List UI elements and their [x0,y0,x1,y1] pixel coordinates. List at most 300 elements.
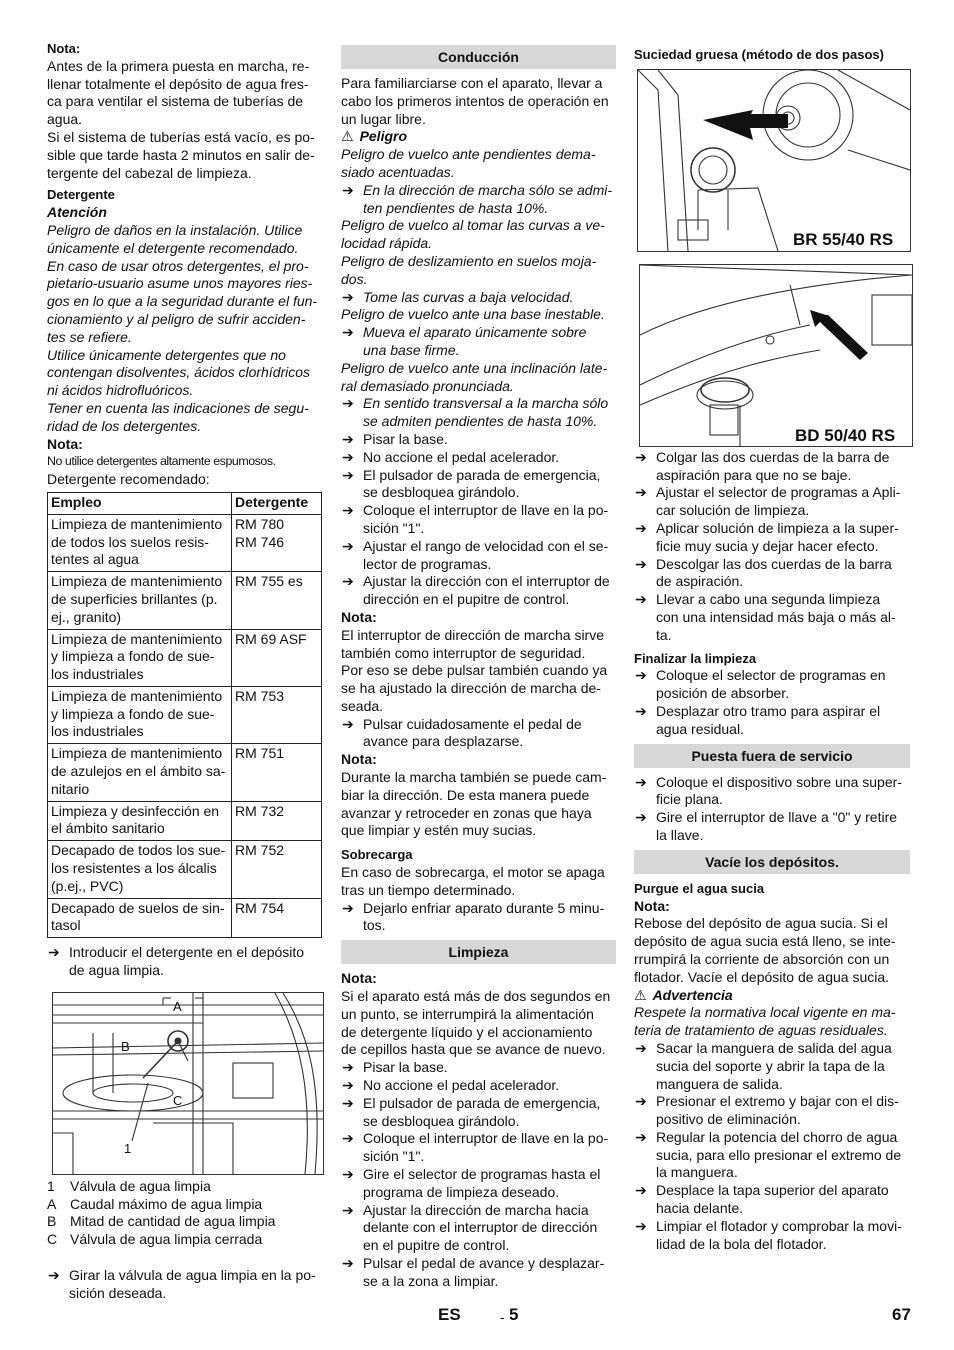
table-cell-detergente [232,629,322,686]
text-line: Colgar las dos cuerdas de la barra de [656,448,890,465]
step-item [341,900,616,936]
text-line: manguera de salida. [656,1075,783,1092]
nota-heading: Nota: [634,897,670,914]
text-line: Limpieza de mantenimiento [51,745,223,762]
text-line: ficie plana. [656,791,723,808]
text-line: RM 780 [235,515,285,532]
text-line: sible que tarde hasta 2 minutos en salir de- [47,146,315,163]
text-line: Decapado de todos los sue- [51,842,226,859]
step-item [634,484,910,520]
valve-figure [52,992,324,1175]
text-line: Ajustar la dirección con el interruptor de [363,573,610,590]
text-line: también como interruptor de seguridad. [341,644,586,661]
arrow-icon: ➔ [342,181,354,198]
nota-heading: Nota: [47,41,81,56]
arrow-icon: ➔ [635,773,647,790]
step-item [341,1059,616,1077]
table-row [48,801,322,841]
text-line: Pisar la base. [363,1059,448,1076]
arrow-icon: ➔ [635,1128,647,1145]
table-cell-empleo [48,686,232,743]
step-item [341,431,616,449]
text-line: de agua limpia. [69,962,164,979]
section-puesta-fuera: Puesta fuera de servicio [634,744,910,768]
sobrecarga-text [341,864,616,900]
text-line: rrumpirá la corriente de absorción con un [634,950,890,967]
text-line: Peligro de deslizamiento en suelos moja- [341,252,597,269]
detergent-table [47,492,322,938]
legend-item [47,1178,321,1196]
table-cell-empleo [48,629,232,686]
text-line: Llevar a cabo una segunda limpieza [656,591,881,608]
text-line: tasol [51,917,81,934]
step-item [341,1202,616,1255]
table-row [48,629,322,686]
text-line: sucia, para ello presionar el extremo de [656,1146,902,1163]
arrow-icon: ➔ [635,484,647,501]
arrow-icon: ➔ [635,1217,647,1234]
text-line: Gire el interruptor de llave a "0" y retire [656,809,898,826]
figure-label-a: A [173,998,182,1014]
legend-key: A [47,1195,57,1212]
text-line: Limpieza de mantenimiento [51,687,223,704]
text-line: Si el aparato está más de dos segundos en [341,988,611,1005]
step-item [341,395,616,431]
table-cell-detergente [232,514,322,571]
step-item [341,324,616,360]
text-line: Limpieza de mantenimiento [51,515,223,532]
text-line: los industriales [51,666,144,683]
step-item [634,449,910,485]
text-line: posición de absorber. [656,685,790,702]
text-line: Peligro de vuelco ante pendientes dema- [341,146,596,163]
finalizar-heading: Finalizar la limpieza [634,650,757,666]
figure-br-55-40 [637,69,911,252]
arrow-icon: ➔ [635,591,647,608]
text-line: Regular la potencia del chorro de agua [656,1128,898,1145]
legend-key: 1 [47,1177,55,1194]
text-line: Coloque el interruptor de llave en la po- [363,1130,609,1147]
text-line: ta. [656,626,672,643]
text-line: depósito de agua sucia está lleno, se inte- [634,933,896,950]
arrow-icon: ➔ [635,448,647,465]
text-line: de aspiración. [656,573,744,590]
step-item [634,591,910,644]
text-line: Limpieza de mantenimiento [51,573,223,590]
step-item [634,703,910,739]
step-item [341,467,616,503]
text-line: Coloque el selector de programas en [656,667,886,684]
text-line: Ajustar el rango de velocidad con el se- [363,537,609,554]
step-item [47,1267,321,1303]
text-line: Coloque el interruptor de llave en la po- [363,502,609,519]
text-line: Desplazar otro tramo para aspirar el [656,702,881,719]
text-line: car solución de limpieza. [656,502,810,519]
arrow-icon: ➔ [342,1255,354,1271]
peligro-text [341,306,616,324]
figure-label-1: 1 [124,1140,132,1156]
arrow-icon: ➔ [342,466,354,483]
table-row [48,686,322,743]
column-left [47,40,321,1303]
warning-icon: ⚠ [341,128,354,145]
text-line: lidad de la bola del flotador. [656,1235,827,1252]
text-line: únicamente el detergente recomendado. [47,239,299,256]
text-line: con una intensidad más baja o más al- [656,608,896,625]
text-line: de todos los suelos resis- [51,533,209,550]
arrow-icon: ➔ [342,430,354,447]
step-item [341,1095,616,1131]
text-line: tergente del cabezal de limpieza. [47,164,252,181]
text-line: El interruptor de dirección de marcha sirve [341,626,605,643]
text-line: Peligro de vuelco ante una base inestable. [341,306,605,323]
table-cell-empleo [48,801,232,841]
step-item [634,1040,910,1093]
text-line: nitario [51,780,90,797]
text-line: un punto, se interrumpirá la alimentación [341,1005,594,1022]
step-item [341,716,616,752]
text-line: Girar la válvula de agua limpia en la po- [69,1267,316,1284]
arrow-icon: ➔ [342,502,354,519]
arrow-icon: ➔ [635,809,647,826]
step-item [634,1129,910,1182]
text-line: Peligro de daños en la instalación. Utilice [47,221,303,238]
step-item [341,1255,616,1291]
text-line: programa de limpieza deseado. [363,1183,560,1200]
arrow-icon: ➔ [48,1267,60,1284]
table-header-empleo: Empleo [48,492,232,514]
text-line: RM 755 es [235,573,303,590]
arrow-icon: ➔ [342,537,354,554]
nota-heading: Nota: [341,970,377,987]
table-cell-detergente [232,801,322,841]
figure-legend [47,1178,321,1249]
arrow-icon: ➔ [635,519,647,536]
text-line: ten pendientes de hasta 10%. [363,199,549,216]
text-line: llenar totalmente el depósito de agua fres- [47,75,309,92]
text-line: se desbloquea girándolo. [363,484,520,501]
text-line: tos. [363,917,386,934]
text-line: No accione el pedal acelerador. [363,448,560,465]
text-line: y limpieza a fondo de sue- [51,648,215,665]
text-line: una base firme. [363,341,460,358]
table-cell-detergente [232,841,322,898]
text-line: Descolgar las dos cuerdas de la barra [656,555,892,572]
footer-page-sep: - [500,1309,505,1325]
text-line: siado acentuadas. [341,163,455,180]
table-cell-empleo [48,744,232,801]
figure-bd-50-40 [639,264,913,447]
table-header-detergente: Detergente [232,492,322,514]
text-line: se a la zona a limpiar. [363,1272,499,1289]
legend-value: Válvula de agua limpia cerrada [70,1231,263,1248]
text-line: tras un tiempo determinado. [341,881,516,898]
step-item [341,573,616,609]
text-line: El pulsador de parada de emergencia, [363,466,601,483]
text-line: No accione el pedal acelerador. [363,1077,560,1094]
text-line: flotador. Vacíe el depósito de agua sucia. [634,968,890,985]
text-line: agua. [47,111,83,128]
step-item [341,1077,616,1095]
table-cell-detergente [232,572,322,629]
arrow-icon: ➔ [342,1094,354,1111]
text-line: avanzar y retroceder en zonas que haya [341,804,592,821]
section-vacie: Vacíe los depósitos. [634,850,910,874]
nota-text [341,627,616,716]
text-line: Pulsar cuidadosamente el pedal de [363,715,582,732]
step-item [634,667,910,703]
table-cell-detergente [232,744,322,801]
warning-icon: ⚠ [634,986,647,1003]
step-item [634,809,910,845]
arrow-icon: ➔ [635,667,647,684]
text-line: Limpieza de mantenimiento [51,630,223,647]
text-line: los resistentes a los álcalis [51,860,217,877]
text-line: Presionar el extremo y bajar con el dis- [656,1093,899,1110]
text-line: RM 732 [235,802,285,819]
arrow-icon: ➔ [342,395,354,412]
text-line: RM 754 [235,899,285,916]
arrow-icon: ➔ [635,1039,647,1056]
text-line: RM 752 [235,842,285,859]
arrow-icon: ➔ [635,1182,647,1199]
advertencia-text [634,1004,910,1040]
arrow-icon: ➔ [342,899,354,916]
step-item [47,944,321,980]
text-line: Tome las curvas a baja velocidad. [363,288,574,305]
text-line: contengan disolventes, ácidos clorhídricos [47,364,311,381]
text-line: Ajustar el selector de programas a Apli- [656,484,901,501]
nota-text [341,988,616,1059]
text-line: Coloque el dispositivo sobre una super- [656,773,902,790]
arrow-icon: ➔ [342,288,354,305]
step-item [634,774,910,810]
text-line: de cepillos hasta que se avance de nuevo. [341,1041,606,1058]
arrow-icon: ➔ [342,1077,354,1094]
footer-page-local: 5 [509,1305,519,1324]
text-line: biar la dirección. De esta manera puede [341,786,590,803]
text-line: de detergente líquido y el accionamiento [341,1023,593,1040]
table-cell-empleo [48,572,232,629]
suciedad-heading: Suciedad gruesa (método de dos pasos) [634,47,884,62]
legend-item [47,1231,321,1249]
text-line: en el pupitre de control. [363,1237,510,1254]
text-line: En caso de usar otros detergentes, el pro- [47,257,309,274]
arrow-icon: ➔ [635,1093,647,1110]
text-line: avance para desplazarse. [363,733,524,750]
text-line: se admiten pendientes de hasta 10%. [363,413,598,430]
step-item [341,289,616,307]
table-row [48,841,322,898]
text-line: ej., granito) [51,608,122,625]
text-line: Decapado de suelos de sin- [51,899,225,916]
text-line: Gire el selector de programas hasta el [363,1166,601,1183]
arrow-icon: ➔ [342,324,354,341]
arrow-icon: ➔ [342,1201,354,1218]
text-line: tes se refiere. [47,328,132,345]
table-cell-detergente [232,898,322,938]
text-line: dirección en el pupitre de control. [363,591,570,608]
text-line: Limpiar el flotador y comprobar la movi- [656,1217,902,1234]
nota-text [341,769,616,840]
text-line: ral demasiado pronunciada. [341,377,514,394]
text-line: RM 751 [235,745,285,762]
nota-text [47,129,321,182]
peligro-heading: ⚠ Peligro [341,128,408,145]
text-line: sucia del soporte y abrir la tapa de la [656,1057,885,1074]
text-line: el ámbito sanitario [51,820,165,837]
step-item [634,1093,910,1129]
table-cell-detergente [232,686,322,743]
section-limpieza: Limpieza [341,940,616,964]
table-cell-empleo [48,514,232,571]
text-line: de superficies brillantes (p. [51,590,218,607]
text-line: En sentido transversal a la marcha sólo [363,395,609,412]
peligro-text [341,217,616,288]
text-line: Utilice únicamente detergentes que no [47,346,286,363]
legend-value: Caudal máximo de agua limpia [70,1195,263,1212]
text-line: Durante la marcha también se puede cam- [341,769,607,786]
text-line: y limpieza a fondo de sue- [51,705,215,722]
text-line: delante con el interruptor de dirección [363,1219,598,1236]
text-line: Mueva el aparato únicamente sobre [363,324,587,341]
arrow-icon: ➔ [342,1166,354,1183]
text-line: ni ácidos hidrofluóricos. [47,382,194,399]
text-line: pietario-usuario asume unos mayores ries- [47,275,313,292]
peligro-text [341,360,616,396]
step-item [341,1130,616,1166]
text-line: Para familiarciarse con el aparato, llevar a [341,75,603,91]
table-cell-empleo [48,898,232,938]
arrow-icon: ➔ [635,702,647,719]
arrow-icon: ➔ [342,448,354,465]
arrow-icon: ➔ [342,573,354,590]
legend-item [47,1196,321,1214]
text-line: Peligro de vuelco ante una inclinación late- [341,359,608,376]
text-line: Dejarlo enfriar aparato durante 5 minu- [363,899,605,916]
arrow-icon: ➔ [635,555,647,572]
legend-value: Válvula de agua limpia [70,1177,211,1194]
text-line: En la dirección de marcha sólo se admi- [363,181,613,198]
sobrecarga-heading: Sobrecarga [341,847,413,863]
intro-text [341,75,616,128]
arrow-icon: ➔ [342,1059,354,1076]
table-row [48,898,322,938]
table-row [48,572,322,629]
text-line: lector de programas. [363,555,492,572]
nota-text [47,58,321,129]
text-line: El pulsador de parada de emergencia, [363,1094,601,1111]
text-line: Antes de la primera puesta en marcha, re- [47,57,310,74]
text-line: locidad rápida. [341,235,433,252]
text-line: RM 753 [235,687,285,704]
legend-key: C [47,1231,58,1248]
nota-heading: Nota: [341,751,377,768]
text-line: Rebose del depósito de agua sucia. Si el [634,915,888,932]
atencion-heading: Atención [47,204,107,221]
text-line: RM 746 [235,533,285,550]
table-cell-empleo [48,841,232,898]
text-line: aspiración para que no se baje. [656,466,852,483]
purgue-heading: Purgue el agua sucia [634,880,765,896]
text-line: hacia delante. [656,1200,744,1217]
step-item [634,1182,910,1218]
text-line: tentes al agua [51,551,139,568]
text-line: sición "1". [363,1148,425,1165]
text-line: ridad de los detergentes. [47,417,202,434]
arrow-icon: ➔ [342,1130,354,1147]
figure-label-b: B [121,1038,130,1054]
advertencia-heading: ⚠ Advertencia [634,986,733,1003]
figure-label-c: C [173,1092,183,1108]
text-line: que limpiar y estén muy sucias. [341,822,537,839]
legend-item [47,1213,321,1231]
legend-value: Mitad de cantidad de agua limpia [70,1213,276,1230]
arrow-icon: ➔ [48,944,60,961]
column-middle [341,45,616,1291]
text-line: Respete la normativa local vigente en ma- [634,1004,896,1021]
step-item [341,182,616,218]
step-item [341,502,616,538]
nota-text [634,915,910,986]
text-line: Pulsar el pedal de avance y desplazar- [363,1255,605,1271]
text-line: dos. [341,270,368,287]
step-item [634,556,910,592]
text-line: seada. [341,697,384,714]
arrow-icon: ➔ [342,715,354,732]
text-line: se ha ajustado la dirección de marcha de- [341,680,601,697]
text-line: cabo los primeros intentos de operación en [341,92,609,109]
text-line: la manguera. [656,1164,738,1181]
step-item [341,449,616,467]
text-line: Peligro de vuelco al tomar las curvas a ve- [341,217,605,234]
text-line: En caso de sobrecarga, el motor se apaga [341,864,605,881]
figure-label-br: BR 55/40 RS [793,229,894,249]
nota-heading: Nota: [341,608,377,625]
legend-key: B [47,1213,57,1230]
text-line: sición deseada. [69,1284,167,1301]
text-line: sición "1". [363,519,425,536]
text-line: agua residual. [656,720,744,737]
text-line: Desplace la tapa superior del aparato [656,1182,889,1199]
text-line: positivo de eliminación. [656,1111,801,1128]
text-line: RM 69 ASF [235,630,307,647]
figure-label-bd: BD 50/40 RS [795,425,896,445]
text-line: cionamiento y al peligro de sufrir acciden- [47,310,306,327]
text-line: se desbloquea girándolo. [363,1112,520,1129]
atencion-text [47,222,321,436]
text-line: Aplicar solución de limpieza a la super- [656,519,899,536]
nota-small-text: No utilice detergentes altamente espumosos. [47,454,276,469]
text-line: Ajustar la dirección de marcha hacia [363,1201,589,1218]
peligro-text [341,146,616,182]
table-row [48,514,322,571]
table-header-row [48,492,322,514]
column-right [634,46,910,1253]
text-line: Sacar la manguera de salida del agua [656,1039,892,1056]
recommended-label: Detergente recomendado: [47,471,210,488]
text-line: Por eso se debe pulsar también cuando ya [341,662,608,679]
step-item [341,1166,616,1202]
footer-page-total: 67 [892,1305,911,1324]
nota-heading: Nota: [47,435,83,452]
text-line: la llave. [656,826,704,843]
text-line: Limpieza y desinfección en [51,802,220,819]
step-item [341,538,616,574]
text-line: Pisar la base. [363,430,448,447]
text-line: los industriales [51,723,144,740]
text-line: de azulejos en el ámbito sa- [51,763,226,780]
